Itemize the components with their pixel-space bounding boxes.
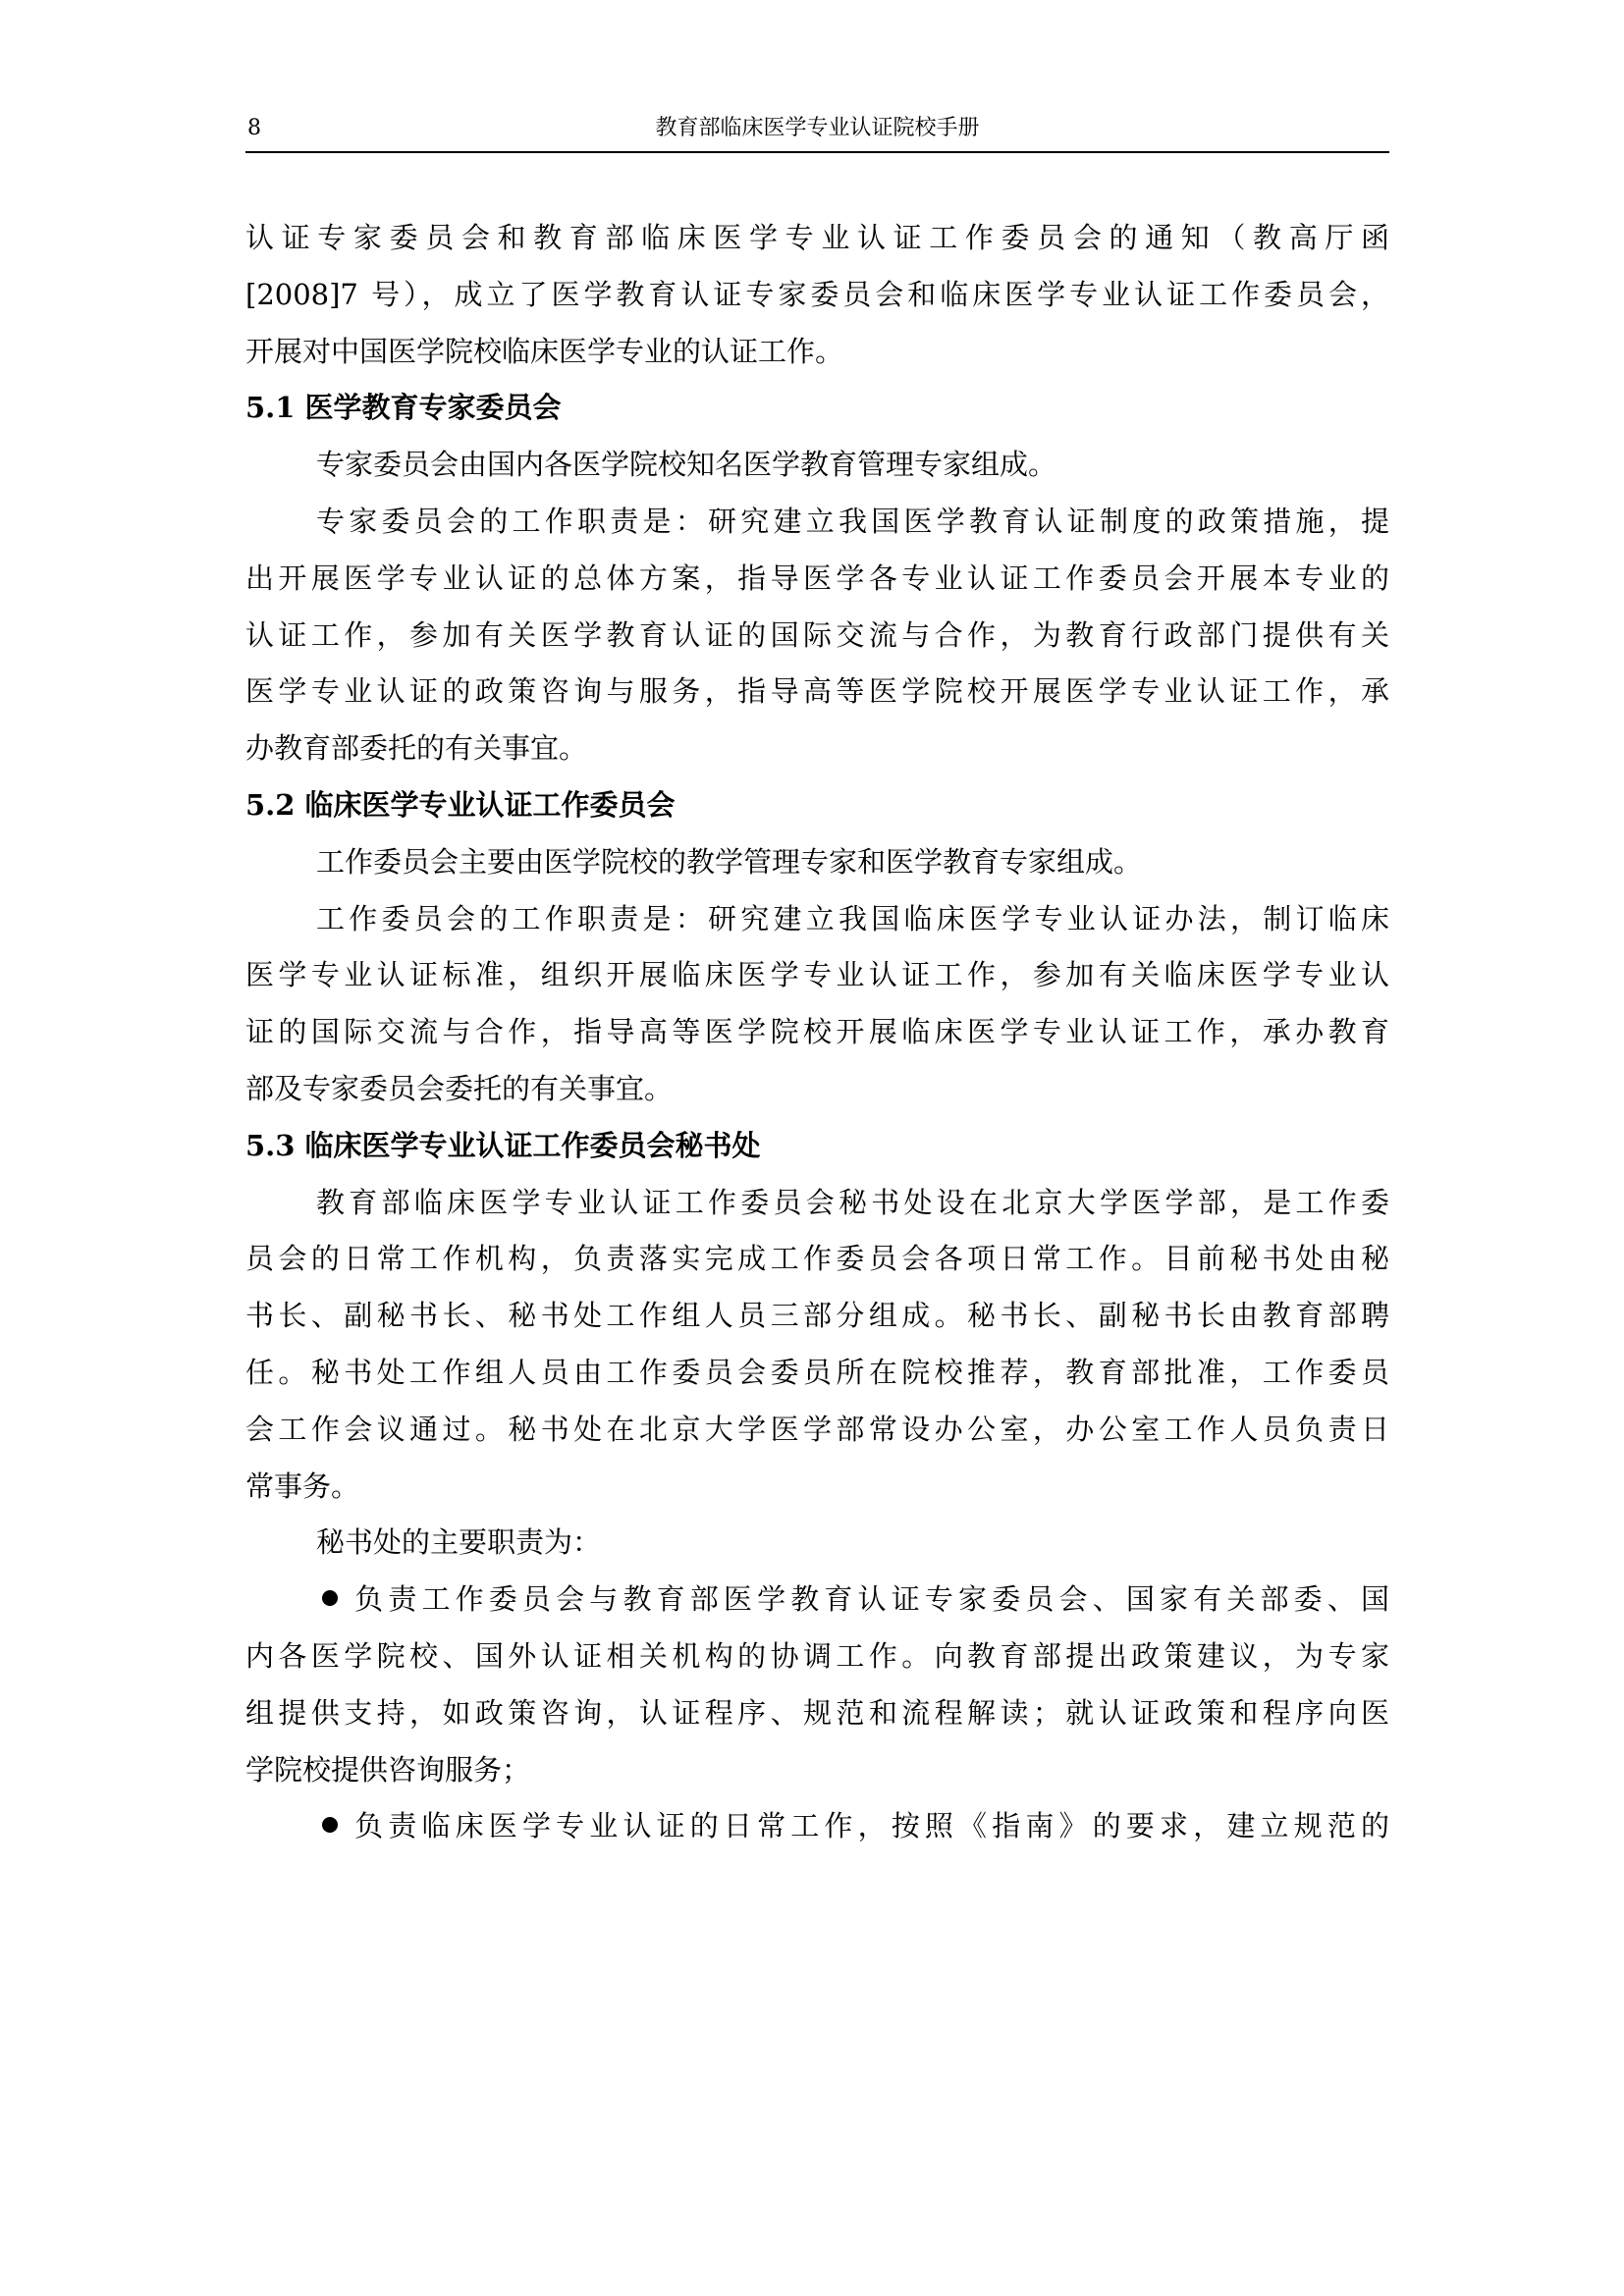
text-line [245, 1288, 1389, 1345]
line-text: 办教育部委托的有关事宜。 [245, 731, 588, 766]
line-text: 教育部临床医学专业认证工作委员会秘书处设在北京大学医学部，是工作委 [316, 1185, 1389, 1219]
section-heading [245, 777, 1389, 834]
line-text: 常事务。 [245, 1468, 360, 1503]
line-text: 学院校提供咨询服务； [245, 1752, 531, 1787]
line-text: 专家委员会由国内各医学院校知名医学教育管理专家组成。 [316, 448, 1057, 482]
section-heading [245, 380, 1389, 437]
line-text: [2008]7 号），成立了医学教育认证专家委员会和临床医学专业认证工作委员会， [245, 277, 1389, 311]
line-text: 书长、副秘书长、秘书处工作组人员三部分组成。秘书长、副秘书长由教育部聘 [245, 1299, 1389, 1333]
text-line [245, 834, 1389, 891]
line-text: 部及专家委员会委托的有关事宜。 [245, 1071, 674, 1105]
text-line [245, 1685, 1389, 1742]
text-line [245, 1629, 1389, 1685]
bullet-item-line [245, 1572, 1389, 1629]
bullet-icon [322, 1817, 338, 1833]
text-line [245, 891, 1389, 948]
page-header [245, 110, 1389, 153]
text-line [245, 437, 1389, 494]
header-title: 教育部临床医学专业认证院校手册 [655, 116, 980, 140]
text-line [245, 1175, 1389, 1232]
text-line [245, 608, 1389, 665]
line-text: 认证工作，参加有关医学教育认证的国际交流与合作，为教育行政部门提供有关 [245, 617, 1389, 652]
bullet-item-line [245, 1798, 1389, 1855]
text-line [245, 324, 1389, 381]
text-line [245, 1742, 1389, 1799]
line-text: 5.3 临床医学专业认证工作委员会秘书处 [245, 1128, 761, 1162]
text-line [245, 267, 1389, 324]
text-line [245, 1231, 1389, 1288]
line-text: 秘书处的主要职责为： [316, 1525, 602, 1560]
text-line [245, 1345, 1389, 1402]
bullet-icon [322, 1590, 338, 1606]
line-text: 组提供支持，如政策咨询，认证程序、规范和流程解读；就认证政策和程序向医 [245, 1695, 1389, 1730]
line-text: 员会的日常工作机构，负责落实完成工作委员会各项日常工作。目前秘书处由秘 [245, 1242, 1389, 1276]
line-text: 会工作会议通过。秘书处在北京大学医学部常设办公室，办公室工作人员负责日 [245, 1412, 1389, 1446]
text-line [245, 551, 1389, 608]
line-text: 负责工作委员会与教育部医学教育认证专家委员会、国家有关部委、国 [350, 1582, 1389, 1617]
text-line [245, 1459, 1389, 1516]
text-line [245, 664, 1389, 721]
line-text: 工作委员会主要由医学院校的教学管理专家和医学教育专家组成。 [316, 844, 1143, 879]
text-line [245, 1061, 1389, 1118]
line-text: 内各医学院校、国外认证相关机构的协调工作。向教育部提出政策建议，为专家 [245, 1638, 1389, 1673]
line-text: 医学专业认证标准，组织开展临床医学专业认证工作，参加有关临床医学专业认 [245, 958, 1389, 992]
line-text: 出开展医学专业认证的总体方案，指导医学各专业认证工作委员会开展本专业的 [245, 561, 1389, 595]
text-line [245, 1004, 1389, 1061]
line-text: 负责临床医学专业认证的日常工作，按照《指南》的要求，建立规范的 [350, 1809, 1389, 1843]
line-text: 证的国际交流与合作，指导高等医学院校开展临床医学专业认证工作，承办教育 [245, 1015, 1389, 1049]
line-text: 任。秘书处工作组人员由工作委员会委员所在院校推荐，教育部批准，工作委员 [245, 1355, 1389, 1389]
line-text: 专家委员会的工作职责是：研究建立我国医学教育认证制度的政策措施，提 [316, 504, 1389, 538]
line-text: 5.1 医学教育专家委员会 [245, 391, 562, 425]
text-line [245, 1402, 1389, 1459]
text-line [245, 947, 1389, 1004]
line-text: 5.2 临床医学专业认证工作委员会 [245, 787, 676, 822]
text-line [245, 210, 1389, 267]
line-text: 认证专家委员会和教育部临床医学专业认证工作委员会的通知（教高厅函 [245, 221, 1389, 254]
text-line [245, 1515, 1389, 1572]
line-text: 医学专业认证的政策咨询与服务，指导高等医学院校开展医学专业认证工作，承 [245, 674, 1389, 709]
line-text: 开展对中国医学院校临床医学专业的认证工作。 [245, 334, 844, 368]
page-number: 8 [247, 116, 261, 140]
text-line [245, 494, 1389, 551]
text-line [245, 721, 1389, 777]
body-text [245, 210, 1389, 1855]
section-heading [245, 1118, 1389, 1175]
line-text: 工作委员会的工作职责是：研究建立我国临床医学专业认证办法，制订临床 [316, 901, 1389, 935]
